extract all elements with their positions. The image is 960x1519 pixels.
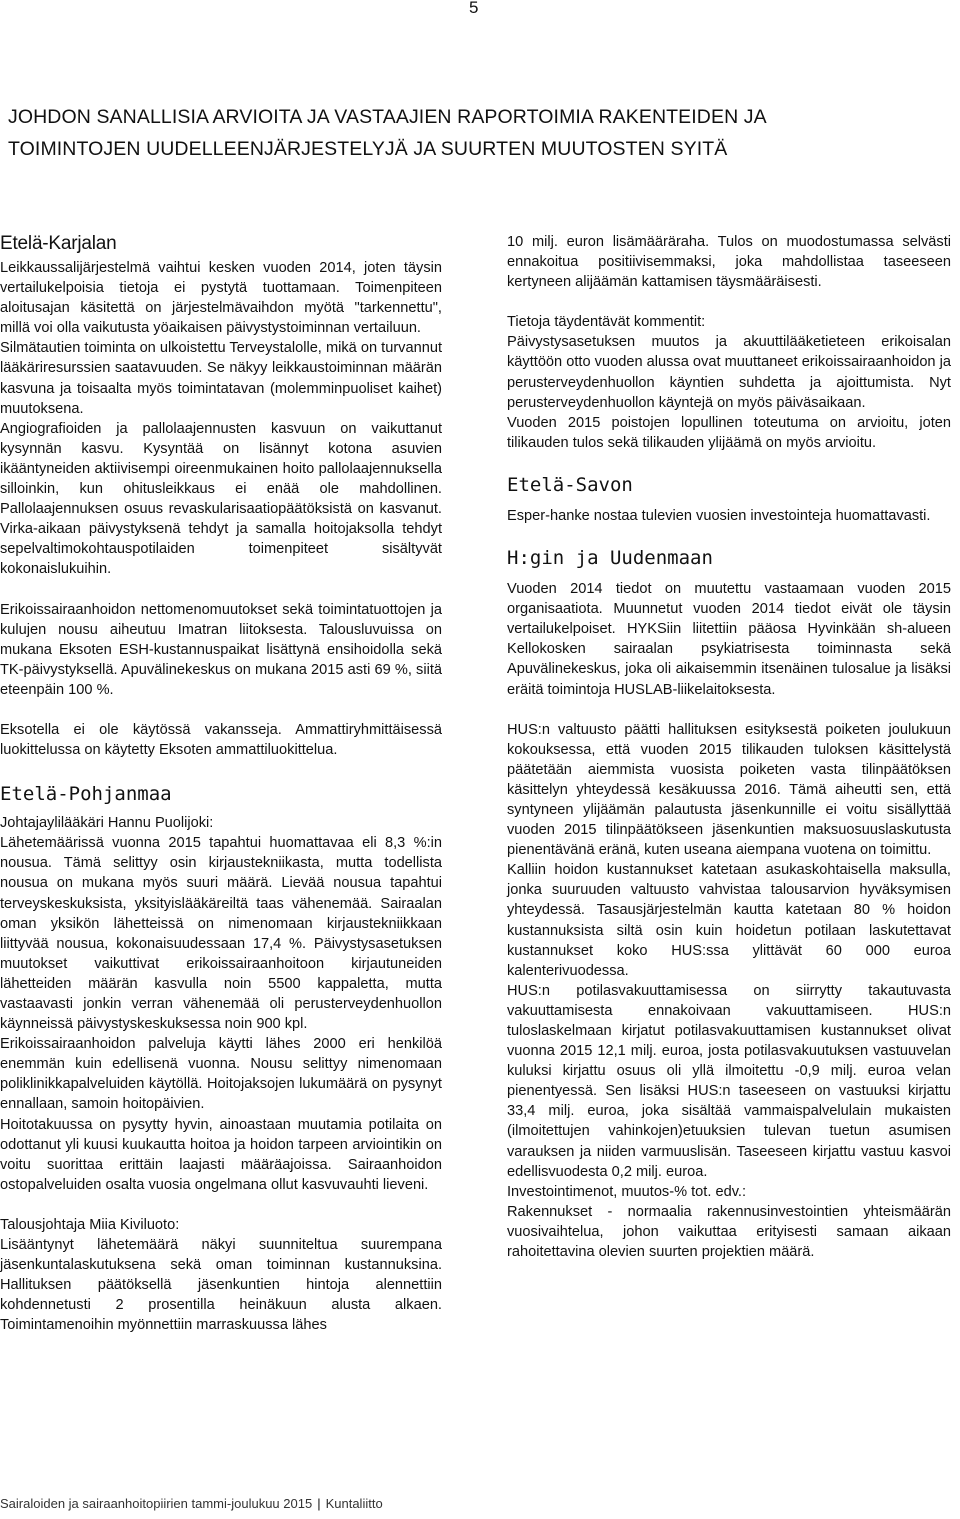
page-title	[8, 101, 948, 165]
paragraph: Hoitotakuussa on pysytty hyvin, ainoastaan muutamia potilaita on odottanut yli kuusi kuukautta hoitoa ja hoidon tarpeen arviointikin on voitu suorittaa erittäin laajasti määräajoissa. Sairaanhoidon ostopalveluiden osalta vuosia ongelmana ollut kasvuvauhti lieveni.	[0, 1116, 442, 1193]
paragraph: HUS:n valtuusto päätti hallituksen esityksestä poiketen joulukuun kokouksessa, että vuoden 2015 tilikauden tuloksen käsittelystä päätetään aiemmista vuosista poiketen vasta tilinpäätöksen käsittelyn yhteydessä kesäkuussa 2016. Tämä aiheutti sen, että syntyneen ylijäämän palautusta jäsenkunnille ei voitu sisällyttää vuoden 2015 tilinpäätökseen jäsenkuntien maksuosuuslaskutusta pienentävänä eränä, kuten useana aiempana vuotena on toimittu.	[507, 721, 951, 859]
heading-etela-karjala: Etelä-Karjalan	[0, 233, 117, 254]
paragraph: Lähetemäärissä vuonna 2015 tapahtui huomattavaa eli 8,3 %:in nousua. Tämä selittyy osin kirjaustekniikasta, mutta todellista nousua on mukana myös suuri määrä. Lievää nousua tapahtui terveyskeskuksista, yksityislääkäreiltä taas vähenemää. Sairaalan oman yksikön lähetteissä on nimenomaan kirjaustekniikkaan liittyvää nousua, kokonaisuudessaan 17,4 %. Päivystysasetuksen muutokset vaikuttivat erikoissairaanhoitoon kirjautuneiden lähetteiden määrän kasvulla noin 5500 kappaletta, mutta vastaavasti jonkin verran vähenemää oli perusterveydenhuollon käynneissä päivystyskeskuksessa noin 900 kpl.	[0, 835, 442, 1033]
paragraph: Eksotella ei ole käytössä vakansseja. Ammattiryhmittäisessä luokittelussa on käytetty Eksoten ammattiluokittelua.	[0, 721, 442, 759]
paragraph: Silmätautien toiminta on ulkoistettu Terveystalolle, mikä on turvannut lääkäriresurssien saatavuuden. Se näkyy leikkaustoiminnan määrän kasvuna ja toisaalta myös toimintatavan (molemminpuoliset kaihet) muutoksena.	[0, 340, 442, 417]
right-column	[507, 232, 951, 1262]
heading-etela-savo: Etelä-Savon	[507, 473, 633, 496]
paragraph: Angiografioiden ja pallolaajennusten kasvuun on vaikuttanut kysynnän kasvu. Kysyntää on lisännyt kotona asuvien ikääntyneiden aktiivisempi oireenmukainen hoito pallolaajennuksella silloinkin, kun ohitusleikkaus ei enää ole mahdollinen. Pallolaajennuksen osuus revaskularisaatiopäätöksistä on kasvanut. Virka-aikaan päivystyksenä tehdyt ja samalla hoitojaksolla tehdyt sepelvaltimokohtauspotilaiden toimenpiteet sisältyvät kokonaislukuihin.	[0, 420, 442, 578]
paragraph: Erikoissairaanhoidon palveluja käytti lähes 2000 eri henkilöä enemmän kuin edellisenä vuonna. Nousu selittyy nimenomaan poliklinikkapalveluiden käytöllä. Hoitojaksojen lukumäärä on pysynyt ennallaan, samoin hoitopäivien.	[0, 1036, 442, 1113]
paragraph: Talousjohtaja Miia Kiviluoto:	[0, 1216, 180, 1233]
footer-separator: |	[317, 1496, 321, 1511]
page-title-line-1: JOHDON SANALLISIA ARVIOITA JA VASTAAJIEN RAPORTOIMIA RAKENTEIDEN JA	[8, 106, 767, 128]
footer-organization: Kuntaliitto	[325, 1496, 383, 1511]
paragraph: Vuoden 2014 tiedot on muutettu vastaamaan vuoden 2015 organisaatiota. Muunnetut vuoden 2014 tiedot eivät ole täysin vertailukelpoiset. HYKSiin liitettiin pääosa Hyvinkään sh-alueen Kellokosken sairaalan psykiatrisesta toiminnasta sekä Apuvälinekeskus, joka oli aikaisemmin itsenäinen tulosalue ja lisäksi eräitä toimintoja HUSLAB-liikelaitoksesta.	[507, 581, 951, 698]
heading-etela-pohjanmaa: Etelä-Pohjanmaa	[0, 783, 172, 806]
paragraph: 10 milj. euron lisämääräraha. Tulos on muodostumassa selvästi ennakoitua positiivisemmaksi, joka mahdollistaa taseeseen kertyneen alijäämän kattamisen täysmääräisesti.	[507, 234, 951, 291]
paragraph: Leikkaussalijärjestelmä vaihtui kesken vuoden 2014, joten täysin vertailukelpoisia tietoja ei pystytä tuottamaan. Toimenpiteen aloitusajan käsitettä on järjestelmävaihdon myötä "tarkennettu", millä voi olla vaikutusta yöaikaisen päivystystoiminnan vertailuun.	[0, 260, 442, 337]
footer-document-title: Sairaloiden ja sairaanhoitopiirien tammi-joulukuu 2015	[0, 1496, 313, 1511]
paragraph: Päivystysasetuksen muutos ja akuuttilääketieteen erikoisalan käyttöön otto vuoden alussa ovat muuttaneet erikoissairaanhoidon ja perusterveydenhuollon käyntien suhdetta ja ajoittumista. Nyt perusterveydenhuollon käyntejä on myös päiväsaikaan.	[507, 334, 951, 411]
paragraph: Investointimenot, muutos-% tot. edv.:	[507, 1183, 747, 1200]
paragraph: Johtajaylilääkäri Hannu Puolijoki:	[0, 815, 214, 832]
paragraph: Lisääntynyt lähetemäärä näkyi suunniteltua suurempana jäsenkuntalaskutuksena sekä oman toiminnan kustannuksina. Hallituksen päätöksellä jäsenkuntien hintoja alennettiin kohdennetusti 2 prosentilla heinäkuun alusta alkaen. Toimintamenoihin myönnettiin marraskuussa lähes	[0, 1237, 442, 1334]
page-footer	[0, 1496, 383, 1511]
page-number-text: 5	[469, 0, 479, 17]
page-title-line-2: TOIMINTOJEN UUDELLEENJÄRJESTELYJÄ JA SUURTEN MUUTOSTEN SYITÄ	[8, 138, 728, 160]
left-column	[0, 232, 442, 1336]
paragraph: Rakennukset - normaalia rakennusinvestointien yhteismäärän vuosivaihtelua, johon vaikuttaa erityisesti samaan aikaan rahoitettavina olevien suurten projektien määrä.	[507, 1203, 951, 1261]
heading-hgin-uusimaa: H:gin ja Uudenmaan	[507, 547, 713, 570]
paragraph: Esper-hanke nostaa tulevien vuosien investointeja huomattavasti.	[507, 507, 931, 524]
paragraph: Vuoden 2015 poistojen lopullinen toteutuma on arvioitu, joten tilikauden tulos sekä tilikauden ylijäämä on myös arvioitu.	[507, 414, 951, 451]
paragraph: Kalliin hoidon kustannukset katetaan asukaskohtaisella maksulla, jonka suuruuden valtuusto vahvistaa talousarvion hyväksymisen yhteydessä. Tasausjärjestelmän kautta katetaan 80 % hoidon kustannuksista siltä osin kuin hoidetun potilaan laskutettavat kustannukset koko HUS:ssa ylittävät 60 000 euroa kalenterivuodessa.	[507, 862, 951, 979]
paragraph: HUS:n potilasvakuuttamisessa on siirrytty takautuvasta vakuuttamisesta ennakoivaan vakuuttamiseen. HUS:n tuloslaskelmaan kirjatut potilasvakuuttamisen kustannukset olivat vuonna 2015 12,1 milj. euroa, josta potilasvakuutuksen vastuuvelan kuluksi kirjattu osuus oli yllä ilmoitettu -0,9 milj. euroa velan pienentyessä. Sen lisäksi HUS:n taseeseen on vastuuksi kirjattu 33,4 milj. euroa, joka sisältää vammaispalvelulain mukaisten (ilmoitettujen vahinkojen)etuuksien tulevan tuetun asumisen varauksen ja niiden varmuuslisän. Taseeseen kirjattu vastuu kasvoi edellisvuodesta 0,2 milj. euroa.	[507, 982, 951, 1180]
paragraph: Erikoissairaanhoidon nettomenomuutokset sekä toimintatuottojen ja kulujen nousu aiheutuu Imatran liitoksesta. Talousluvuissa on mukana Eksoten ESH-kustannuspaikat lisättynä ensihoidolla sekä TK-päivystyksellä. Apuvälinekeskus on mukana 2015 asti 69 %, siitä eteenpäin 100 %.	[0, 601, 442, 698]
paragraph: Tietoja täydentävät kommentit:	[507, 314, 706, 331]
